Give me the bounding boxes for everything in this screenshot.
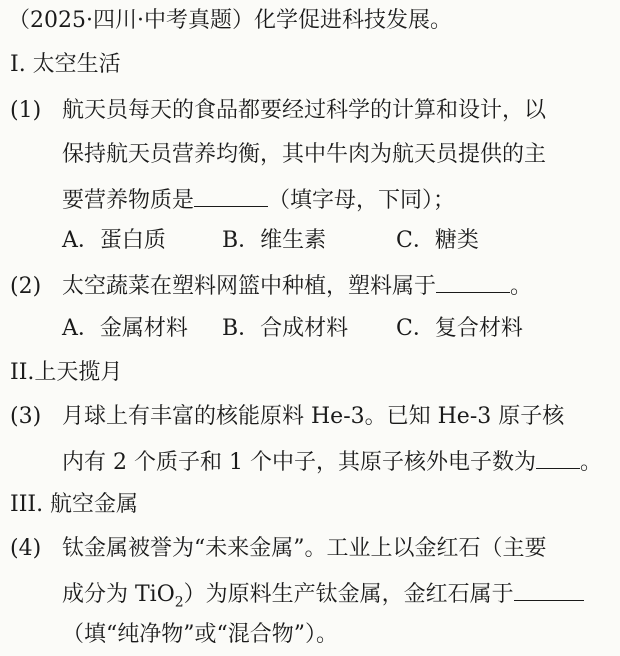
q1-option-b: B．维生素: [222, 228, 327, 253]
q4-text-2-pre: 成分为 TiO: [62, 582, 175, 607]
q4-answer-blank[interactable]: [514, 578, 584, 601]
q4-text-1: 钛金属被誉为“未来金属”。工业上以金红石（主要: [62, 536, 547, 561]
q2-number: (2): [10, 274, 42, 299]
q1-option-a: A．蛋白质: [62, 228, 166, 253]
q2-option-a: A．金属材料: [62, 316, 188, 341]
q4-text-2-post: ）为原料生产钛金属，金红石属于: [183, 582, 514, 607]
q1-line-3: [62, 184, 455, 216]
q2-answer-blank[interactable]: [436, 270, 510, 293]
q2-line-1: [10, 270, 532, 302]
q1-answer-blank[interactable]: [194, 184, 268, 207]
q2-option-c: C．复合材料: [396, 316, 523, 341]
q3-text-2-post: 。: [579, 450, 602, 475]
question-header: （2025·四川·中考真题）化学促进科技发展。: [8, 8, 452, 33]
q3-text-1: 月球上有丰富的核能原料 He-3。已知 He-3 原子核: [62, 404, 565, 429]
q4-number: (4): [10, 536, 42, 561]
q1-line-1: [10, 96, 546, 126]
q3-text-2-pre: 内有 2 个质子和 1 个中子，其原子核外电子数为: [62, 450, 536, 475]
q1-number: (1): [10, 98, 42, 123]
q1-option-c: C．糖类: [396, 228, 479, 253]
q3-line-2: [62, 446, 602, 478]
section-title-moon: II.上天揽月: [10, 360, 123, 385]
q1-line-2: 保持航天员营养均衡，其中牛肉为航天员提供的主: [62, 142, 547, 167]
q3-line-1: [10, 402, 564, 432]
q4-line-2: [62, 578, 584, 610]
q2-text-1-post: 。: [510, 274, 533, 299]
q1-text-1: 航天员每天的食品都要经过科学的计算和设计，以: [62, 98, 547, 123]
q3-answer-blank[interactable]: [536, 446, 580, 469]
q4-subscript: 2: [174, 594, 184, 611]
q1-text-3-post: （填字母，下同）；: [268, 188, 456, 213]
section-title-space-life: I. 太空生活: [10, 52, 121, 77]
q4-line-3: （填“纯净物”或“混合物”）。: [62, 622, 338, 647]
q2-text-1-pre: 太空蔬菜在塑料网篮中种植，塑料属于: [62, 274, 437, 299]
q3-number: (3): [10, 404, 42, 429]
section-title-aviation-metal: III. 航空金属: [10, 492, 139, 517]
q1-text-3-pre: 要营养物质是: [62, 188, 195, 213]
q2-option-b: B．合成材料: [222, 316, 349, 341]
q4-line-1: [10, 534, 547, 564]
